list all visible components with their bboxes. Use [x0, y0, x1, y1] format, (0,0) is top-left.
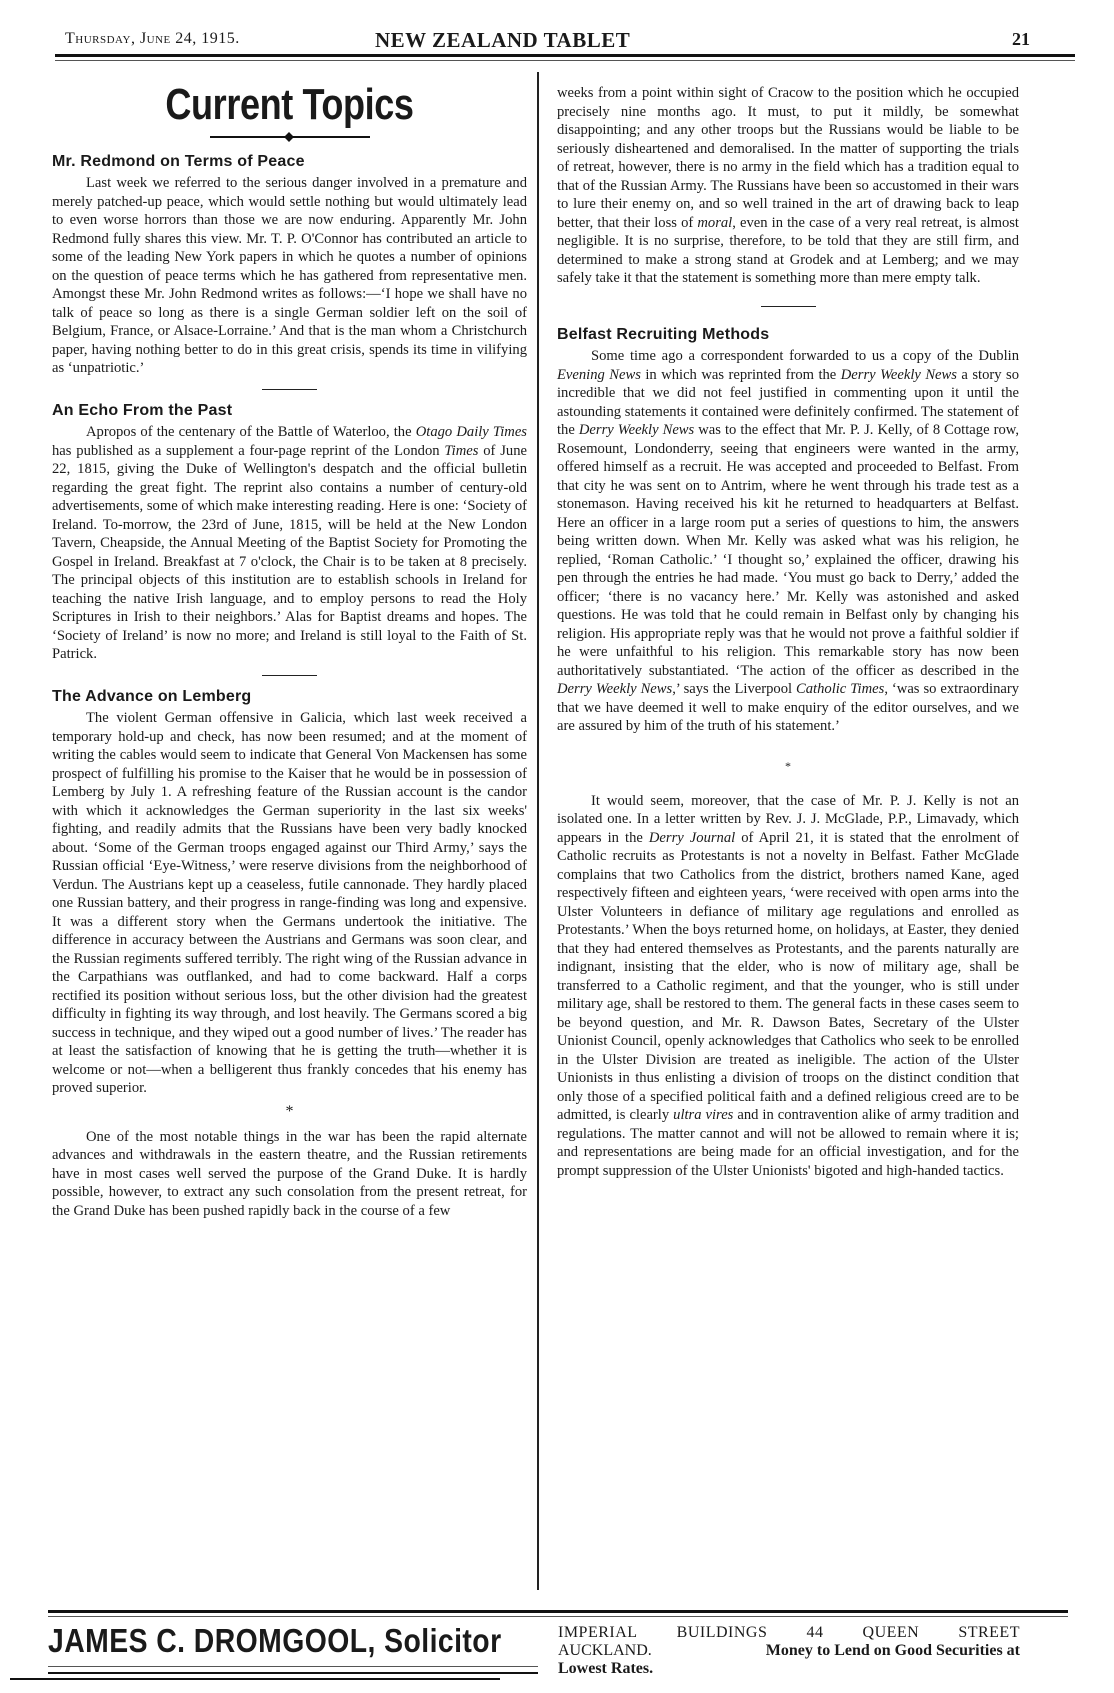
advertiser-address	[558, 1624, 1020, 1678]
article-echo-past	[52, 401, 527, 664]
asterisk-separator: *	[285, 1102, 294, 1120]
article-paragraph: The violent German offensive in Galicia, which last week received a temporary hold-up and check, has now been resumed; and at the moment of writing the cables would seem to indicate that General Von Mackensen has some prospect of fulfilling his promise to the Kaiser that he would be in possession of Lemberg by July 1. A refreshing feature of the Russian account is the candor with which it acknowledges the German superiority in the last six weeks' fighting, and readily admits that the Russians have been very badly knocked about. ‘Some of the German troops engaged against our Third Army,’ says the Russian official ‘Eye-Witness,’ were reserve divisions from the neighborhood of Verdun. The Austrians kept up a ceaseless, futile cannonade. They hardly placed one Russian battery, and their progress in range-finding was long and expensive. It was a different story when the Germans undertook the initiative. The difference in accuracy between the Austrians and Germans was soon clear, and the Russian regiments suffered terribly. The right wing of the Russian advance in the Carpathians was outflanked, and had to come backward. Half a corps rectified its position without serious loss, but the other division had the greatest difficulty in fighting its way through, and lost heavily. The Germans scored a big success in technique, and they wiped out a good number of lives.’ The reader has at least the satisfaction of knowing that he is getting the truth—whether it is welcome or not—when a belligerent thus frankly concedes that his enemy has proved superior.	[52, 710, 527, 1096]
ad-rule	[48, 1672, 538, 1674]
ad-rule	[10, 1678, 500, 1680]
address-line: IMPERIAL BUILDINGS 44 QUEEN STREET	[558, 1624, 1020, 1641]
header-rule-thin	[55, 60, 1075, 61]
asterisk-separator: *	[785, 758, 791, 773]
column-divider	[537, 72, 539, 1590]
advertiser-name: JAMES C. DROMGOOL, Solicitor	[48, 1622, 502, 1659]
publication-title: NEW ZEALAND TABLET	[375, 28, 631, 52]
page-number: 21	[1012, 29, 1030, 49]
article-paragraph: Last week we referred to the serious danger involved in a premature and merely patched-up peace, which would settle nothing but would ultimately lead to even worse horrors than those we are now enduring. Apparently Mr. John Redmond fully shares this view. Mr. T. P. O'Connor has contributed an article to some of the leading New York papers in which he quotes a number of opinions on the question of peace terms which he has gathered from representative men. Amongst these Mr. John Redmond writes as follows:—‘I hope we shall have no talk of peace so long as there is a single German soldier left on the soil of Belgium, France, or Alsace-Lorraine.’ And that is the man whom a Christchurch paper, having nothing better to do in this great crisis, spends its time in vilifying as ‘unpatriotic.’	[52, 175, 527, 376]
article-lemberg	[52, 687, 527, 1220]
ad-rule	[48, 1610, 1068, 1613]
address-line: Lowest Rates.	[558, 1660, 654, 1677]
article-redmond	[52, 152, 527, 378]
section-divider	[262, 675, 317, 677]
section-masthead: Current Topics	[165, 80, 414, 129]
masthead-ornament-rule	[210, 136, 370, 138]
section-divider	[262, 389, 317, 391]
left-column	[52, 80, 527, 1220]
article-continuation: weeks from a point within sight of Cracow to the position which he occupied precisely nine months ago. It must, to put it mildly, be somewhat disappointing; and any other troops but the Russians would be liable to be seriously disheartened and demoralised. In the matter of supporting the trials of retreat, however, there is no army in the field which has a tradition equal to that of the Russian Army. The Russians have been so accustomed in their wars to lure their enemy on, and so well trained in the art of drawing back to leap better, that their loss of moral, even in the case of a very real retreat, is almost negligible. It is no surprise, therefore, to be told that they are still firm, and determined to make a strong stand at Grodek and at Lemberg; and we may safely take it that the statement is something more than mere empty talk.	[557, 85, 1019, 286]
article-heading: Belfast Recruiting Methods	[557, 326, 770, 343]
section-divider	[761, 306, 816, 308]
article-paragraph: Apropos of the centenary of the Battle of Waterloo, the Otago Daily Times has published as a supplement a four-page reprint of the London Times of June 22, 1815, giving the Duke of Wellington's despatch and the official bulletin regarding the great fight. The reprint also contains a number of century-old advertisements, some of which make interesting reading. Here is one: ‘Society of Ireland. To-morrow, the 23rd of June, 1815, will be held at the New London Tavern, Cheapside, the Annual Meeting of the Baptist Society for Promoting the Gospel in Ireland. Breakfast at 7 o'clock, the Chair is to be taken at 8 precisely. The principal objects of this institution are to establish schools in Ireland for teaching the native Irish language, and to employ persons to read the Holy Scriptures in Irish to their neighbors.’ Alas for Baptist dreams and hopes. The ‘Society of Ireland’ is now no more; and Ireland is still loyal to the Faith of St. Patrick.	[52, 424, 527, 662]
ad-rule	[48, 1666, 538, 1667]
issue-date: Thursday, June 24, 1915.	[65, 30, 240, 47]
article-paragraph: It would seem, moreover, that the case of Mr. P. J. Kelly is not an isolated one. In a letter written by Rev. J. J. McGlade, P.P., Limavady, which appears in the Derry Journal of April 21, it is stated that the enrolment of Catholic recruits as Protestants is not a novelty in Belfast. Father McGlade complains that two Catholics from the district, brothers named Kane, aged respectively fifteen and eighteen years, ‘were received with open arms into the Ulster Volunteers in defiance of military age regulations and enrolled as Protestants.’ When the boys returned home, on holidays, at Easter, they denied that they had entered themselves as Protestants, and the parents naturally are indignant, insisting that the elder, who is now of military age, shall be transferred to a Catholic regiment, and that the younger, who is still under military age, shall be restored to them. The general facts in these cases seem to be beyond question, and Mr. R. Dawson Bates, Secretary of the Ulster Unionist Council, openly acknowledges that Catholics who seek to be enrolled in the Ulster Division are treated as ineligible. The action of the Ulster Unionists in thus enlisting a division of troops on the distinct condition that only those of a specified political faith and a defined religious creed are to be admitted, is clearly ultra vires and in contravention alike of army tradition and regulations. The matter cannot and will not be allowed to remain where it is; and representations are being made for an official investigation, and for the prompt suppression of the Ulster Unionists' bigoted and high-handed tactics.	[557, 792, 1020, 1179]
ad-rule-thin	[48, 1616, 1068, 1617]
article-belfast-recruiting	[557, 325, 1019, 1180]
article-paragraph: One of the most notable things in the war has been the rapid alternate advances and withdrawals in the eastern theatre, and the Russian retirements have in most cases well served the purpose of the Grand Duke. It is hardly possible, however, to extract any such consolation from the present retreat, for the Grand Duke has been pushed rapidly back in the course of a few	[52, 1128, 527, 1219]
right-column	[557, 84, 1019, 1180]
article-heading: The Advance on Lemberg	[52, 688, 252, 705]
header-rule	[55, 54, 1075, 57]
page-header	[55, 28, 1070, 52]
article-heading: Mr. Redmond on Terms of Peace	[52, 153, 305, 170]
address-line: AUCKLAND. Money to Lend on Good Securities at	[558, 1642, 1020, 1659]
article-heading: An Echo From the Past	[52, 402, 233, 419]
article-paragraph: Some time ago a correspondent forwarded to us a copy of the Dublin Evening News in which was reprinted from the Derry Weekly News a story so incredible that we did not feel justified in commenting upon it until the astounding statements it contained were definitely confirmed. The statement of the Derry Weekly News was to the effect that Mr. P. J. Kelly, of 8 Cottage row, Rosemount, Londonderry, seeing that engineers were wanted in the army, offered himself as a recruit. He was accepted and proceeded to Belfast. From that city he was sent on to Antrim, where he went through his trade test as a stonemason. Having received his kit he returned to headquarters at Belfast. Here an officer in a large room put a series of questions to him, the answers being written down. When Mr. Kelly was asked what was his religion, he replied, ‘Roman Catholic.’ ‘I thought so,’ explained the officer, drawing his pen through the entries he had made. ‘You must go back to Derry,’ added the officer; ‘there is no vacancy here.’ Mr. Kelly was astonished and asked questions. He was told that he could remain in Belfast only by changing his religion. His appropriate reply was that he would not prove a faithful soldier if he were unfaithful to his religion. This remarkable story has now been authoritatively substantiated. ‘The action of the officer as described in the Derry Weekly News,’ says the Liverpool Catholic Times, ‘was so extraordinary that we have deemed it well to make enquiry of the editor ourselves, and we are assured by him of the truth of his statement.’	[557, 348, 1019, 734]
advertisement-banner	[48, 1610, 1078, 1680]
